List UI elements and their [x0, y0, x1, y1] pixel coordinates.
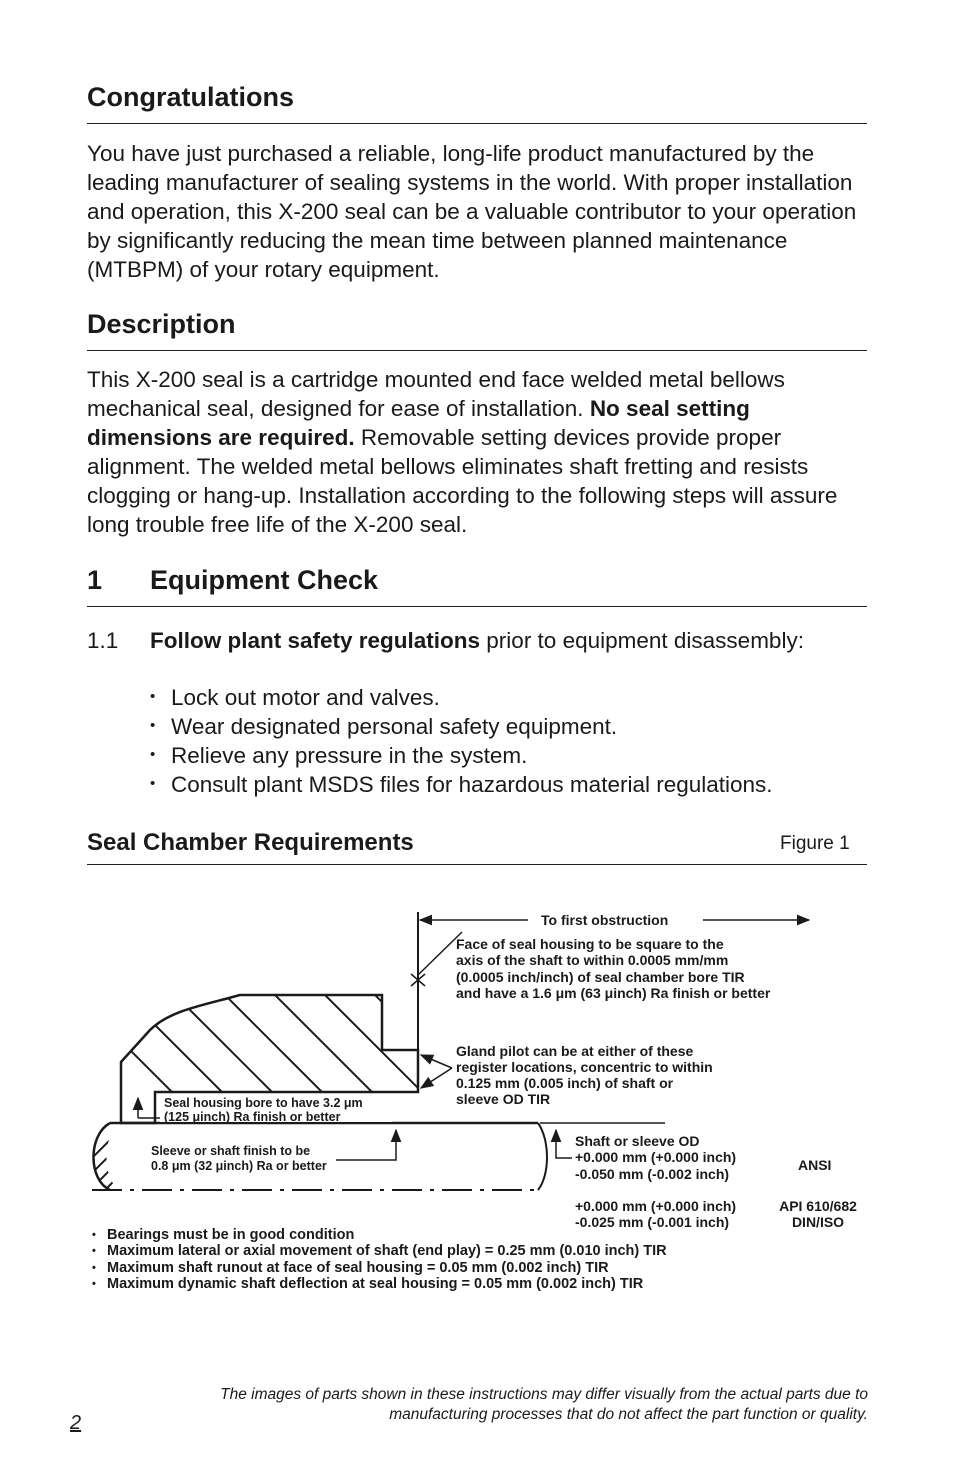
gland-note-line: 0.125 mm (0.005 inch) of shaft or — [456, 1075, 674, 1091]
description-emphasis: No seal setting dimensions are required. — [87, 396, 750, 450]
list-item: • Consult plant MSDS files for hazardous material regulations. — [150, 770, 773, 799]
shaft-od-spec — [575, 1133, 857, 1230]
step-number: 1.1 — [87, 628, 119, 653]
bore-note — [164, 1096, 363, 1124]
list-item: • Relieve any pressure in the system. — [150, 741, 773, 770]
description-text-rest: Removable setting devices provide proper alignment. The welded metal bellows eliminates shaft fretting and resists clogging or hang-up. Installation according to the following steps will assure long trouble free life of the X-200 seal. — [87, 425, 838, 537]
description-heading: Description — [87, 309, 236, 339]
list-item: • Lock out motor and valves. — [150, 683, 773, 712]
api-tolerance: -0.025 mm (-0.001 inch) — [575, 1214, 730, 1230]
sleeve-note-line: Sleeve or shaft finish to be — [151, 1144, 311, 1158]
bore-note-line: Seal housing bore to have 3.2 μm — [164, 1096, 363, 1110]
ansi-label: ANSI — [798, 1157, 832, 1173]
gland-pilot-note — [456, 1043, 713, 1107]
congratulations-paragraph: You have just purchased a reliable, long-life product manufactured by the leading manufacturer of sealing systems in the world. With proper installation and operation, this X-200 seal can be a valuable contributor to your operation by significantly reducing the mean time between planned maintenance (MTBPM) of your rotary equipment. — [87, 141, 857, 282]
list-item: • Maximum lateral or axial movement of shaft (end play) = 0.25 mm (0.010 inch) TIR — [92, 1243, 667, 1259]
din-iso-label: DIN/ISO — [791, 1214, 845, 1230]
list-item: • Bearings must be in good condition — [92, 1227, 667, 1243]
api-label: API 610/682 — [779, 1198, 857, 1214]
figure-label: Figure 1 — [780, 833, 850, 854]
api-tolerance: +0.000 mm (+0.000 inch) — [575, 1198, 737, 1214]
step-rest: prior to equipment disassembly: — [480, 628, 804, 653]
description-text: This X-200 seal is a cartridge mounted end face welded metal bellows mechanical seal, designed for ease of installation. — [87, 367, 785, 421]
shaft-od-title: Shaft or sleeve OD — [575, 1133, 700, 1149]
requirements-notes — [92, 1227, 667, 1292]
section-title: Equipment Check — [150, 565, 379, 595]
face-note-line: and have a 1.6 μm (63 μinch) Ra finish or better — [456, 985, 771, 1001]
face-note-line: axis of the shaft to within 0.0005 mm/mm — [456, 952, 729, 968]
gland-note-line: register locations, concentric to within — [456, 1059, 713, 1075]
seal-chamber-heading: Seal Chamber Requirements — [87, 829, 414, 856]
sleeve-note — [151, 1144, 327, 1173]
congratulations-heading: Congratulations — [87, 82, 294, 112]
gland-note-line: sleeve OD TIR — [456, 1091, 551, 1107]
step-emphasis: Follow plant safety regulations — [150, 628, 481, 653]
first-obstruction-label: To first obstruction — [541, 912, 669, 928]
face-note — [456, 936, 771, 1001]
list-item: • Maximum dynamic shaft deflection at seal housing = 0.05 mm (0.002 inch) TIR — [92, 1276, 667, 1292]
face-note-line: (0.0005 inch/inch) of seal chamber bore TIR — [456, 969, 745, 985]
bore-note-line: (125 μinch) Ra finish or better — [164, 1110, 341, 1124]
section-number: 1 — [87, 565, 103, 595]
list-item: • Wear designated personal safety equipment. — [150, 712, 773, 741]
ansi-tolerance: -0.050 mm (-0.002 inch) — [575, 1166, 730, 1182]
list-item: • Maximum shaft runout at face of seal housing = 0.05 mm (0.002 inch) TIR — [92, 1260, 667, 1276]
image-disclaimer: The images of parts shown in these instructions may differ visually from the actual parts due to manufacturing processes that do not affect the part function or quality. — [220, 1386, 868, 1423]
gland-note-line: Gland pilot can be at either of these — [456, 1043, 694, 1059]
ansi-tolerance: +0.000 mm (+0.000 inch) — [575, 1149, 737, 1165]
page-number: 2 — [70, 1412, 82, 1434]
sleeve-note-line: 0.8 μm (32 μinch) Ra or better — [151, 1159, 327, 1173]
face-note-line: Face of seal housing to be square to the — [456, 936, 724, 952]
